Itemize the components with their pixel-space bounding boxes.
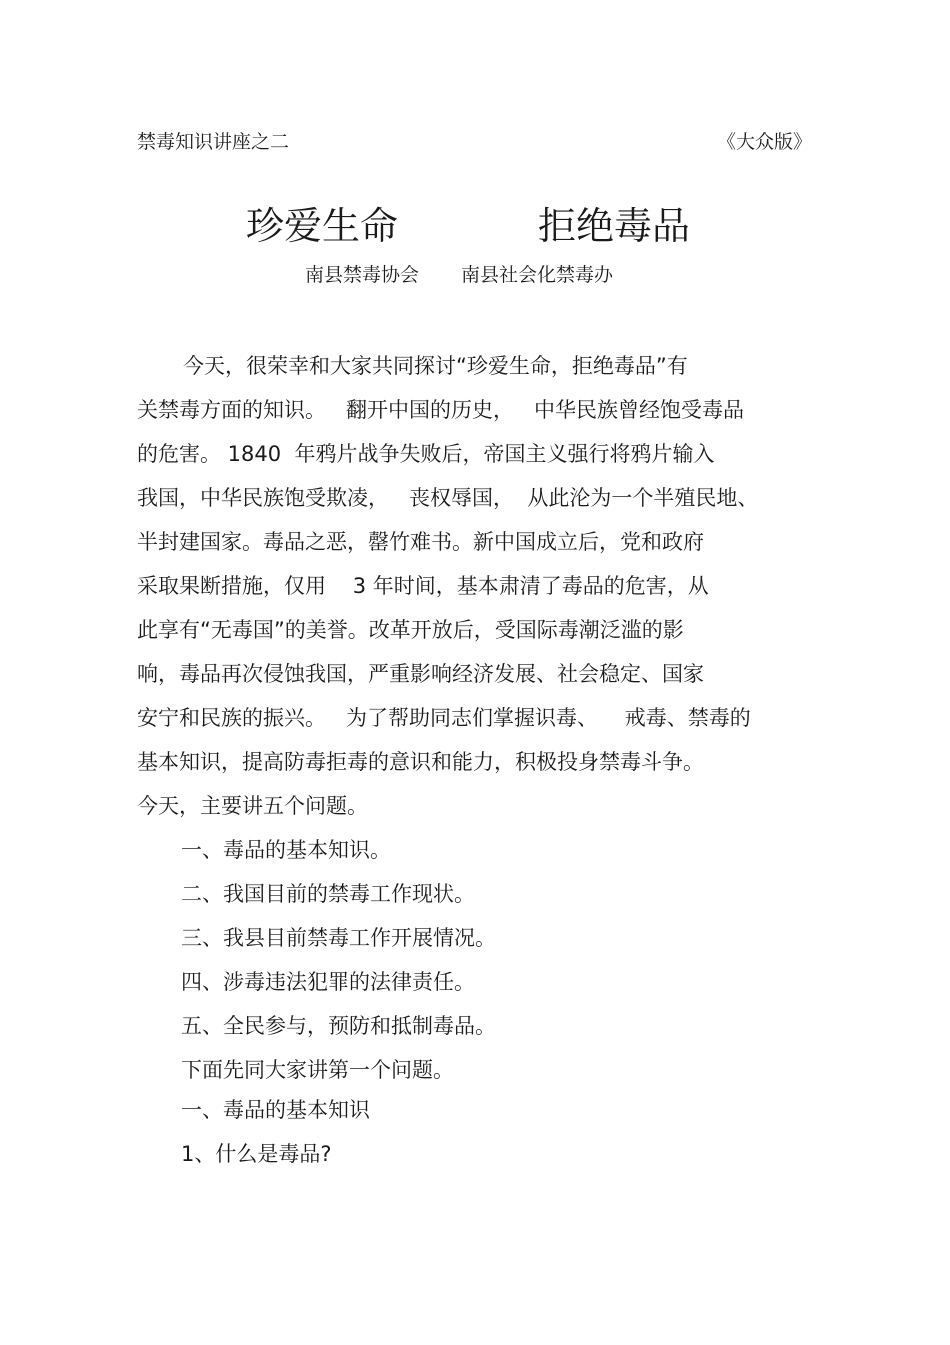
body-line: 半封建国家。毒品之恶，罄竹难书。新中国成立后，党和政府 <box>137 530 704 554</box>
body-line: 今天，很荣幸和大家共同探讨“珍爱生命，拒绝毒品”有 <box>183 354 688 378</box>
subsection-heading: 1、什么是毒品? <box>181 1142 332 1166</box>
body-line: 我国，中华民族饱受欺凌， 丧权辱国， 从此沦为一个半殖民地、 <box>137 486 759 510</box>
edition-label: 《大众版》 <box>716 131 812 153</box>
outline-item: 四、涉毒违法犯罪的法律责任。 <box>181 970 475 994</box>
body-line: 安宁和民族的振兴。 为了帮助同志们掌握识毒、 戒毒、禁毒的 <box>137 706 751 730</box>
body-line: 基本知识，提高防毒拒毒的意识和能力，积极投身禁毒斗争。 <box>137 750 704 774</box>
organizer-1: 南县禁毒协会 <box>305 264 420 286</box>
section-heading: 一、毒品的基本知识 <box>181 1098 370 1122</box>
body-line: 采取果断措施，仅用 3 年时间，基本肃清了毒品的危害，从 <box>137 574 709 598</box>
body-line: 下面先同大家讲第一个问题。 <box>181 1058 454 1082</box>
series-header: 禁毒知识讲座之二 <box>137 131 290 153</box>
body-line: 响，毒品再次侵蚀我国，严重影响经济发展、社会稳定、国家 <box>137 662 704 686</box>
body-line: 今天，主要讲五个问题。 <box>137 794 368 818</box>
page-title <box>0 200 950 252</box>
outline-item: 三、我县目前禁毒工作开展情况。 <box>181 926 496 950</box>
body-line: 关禁毒方面的知识。 翻开中国的历史， 中华民族曾经饱受毒品 <box>137 398 745 422</box>
body-line: 的危害。 1840 年鸦片战争失败后，帝国主义强行将鸦片输入 <box>137 442 715 466</box>
organizer-2: 南县社会化禁毒办 <box>461 264 614 286</box>
outline-item: 一、毒品的基本知识。 <box>181 838 391 862</box>
title-part-1: 珍爱生命 <box>246 204 399 248</box>
body-line: 此享有“无毒国”的美誉。改革开放后，受国际毒潮泛滥的影 <box>137 618 684 642</box>
title-part-2: 拒绝毒品 <box>538 204 691 248</box>
subtitle-organizers <box>0 262 950 288</box>
outline-item: 五、全民参与，预防和抵制毒品。 <box>181 1014 496 1038</box>
outline-item: 二、我国目前的禁毒工作现状。 <box>181 882 475 906</box>
